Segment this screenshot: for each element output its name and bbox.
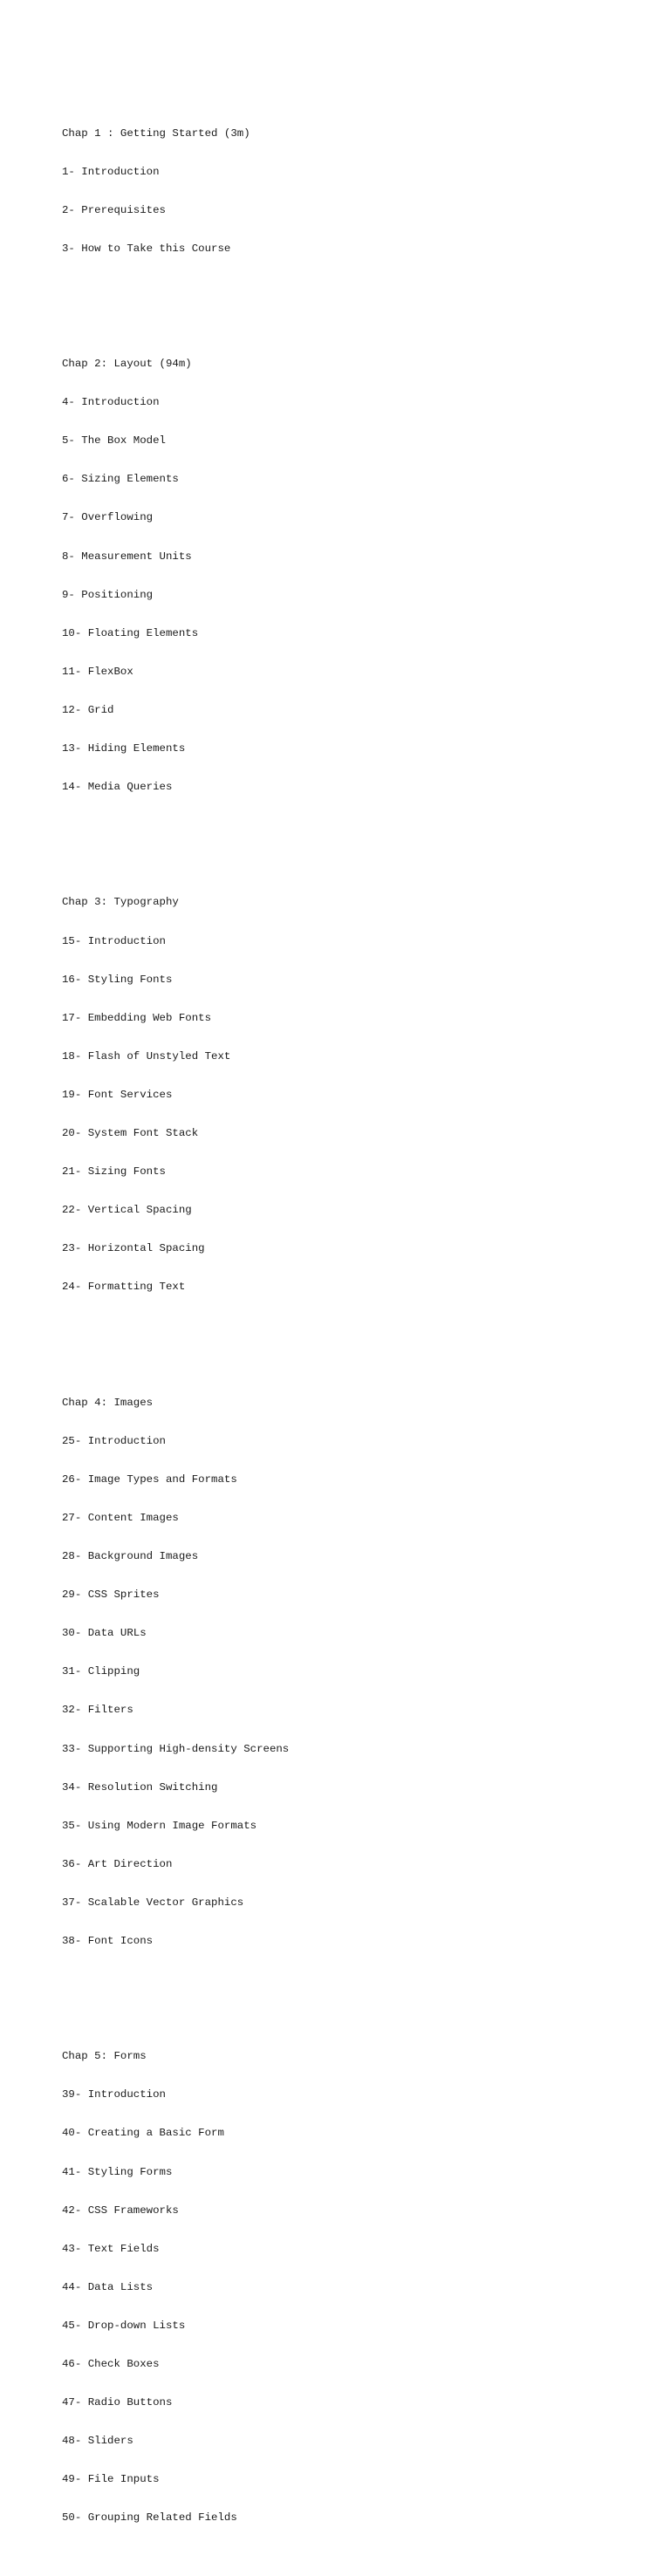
lesson-item: 44- Data Lists <box>62 2280 154 2293</box>
lesson-item: 25- Introduction <box>62 1434 166 1447</box>
lesson-item: 30- Data URLs <box>62 1627 147 1640</box>
chapter-2 <box>62 332 289 820</box>
lesson-item: 26- Image Types and Formats <box>62 1472 237 1486</box>
lesson-item: 31- Clipping <box>62 1665 140 1678</box>
lesson-item: 2- Prerequisites <box>62 203 166 216</box>
chapter-title: Chap 4: Images <box>62 1396 154 1409</box>
lesson-item: 10- Floating Elements <box>62 626 199 639</box>
lesson-item: 24- Formatting Text <box>62 1281 186 1294</box>
lesson-item: 17- Embedding Web Fonts <box>62 1011 212 1024</box>
lesson-item: 38- Font Icons <box>62 1934 154 1947</box>
lesson-item: 22- Vertical Spacing <box>62 1204 192 1217</box>
lesson-item: 39- Introduction <box>62 2088 166 2101</box>
lesson-item: 15- Introduction <box>62 934 166 947</box>
lesson-item: 45- Drop-down Lists <box>62 2319 186 2332</box>
lesson-item: 29- CSS Sprites <box>62 1589 160 1602</box>
lesson-item: 19- Font Services <box>62 1088 173 1101</box>
chapter-title: Chap 5: Forms <box>62 2050 147 2063</box>
lesson-item: 6- Sizing Elements <box>62 473 179 486</box>
lesson-item: 42- CSS Frameworks <box>62 2204 179 2217</box>
lesson-item: 48- Sliders <box>62 2435 133 2448</box>
lesson-item: 7- Overflowing <box>62 511 154 524</box>
lesson-item: 35- Using Modern Image Formats <box>62 1819 257 1832</box>
lesson-item: 43- Text Fields <box>62 2242 160 2255</box>
chapter-1 <box>62 101 289 281</box>
course-outline <box>62 63 289 2576</box>
lesson-item: 16- Styling Fonts <box>62 973 173 986</box>
lesson-item: 9- Positioning <box>62 588 154 601</box>
chapter-title: Chap 1 : Getting Started (3m) <box>62 126 250 140</box>
lesson-item: 33- Supporting High-density Screens <box>62 1742 290 1755</box>
lesson-item: 34- Resolution Switching <box>62 1780 218 1794</box>
chapter-title: Chap 3: Typography <box>62 896 179 909</box>
lesson-item: 27- Content Images <box>62 1511 179 1524</box>
lesson-item: 41- Styling Forms <box>62 2165 173 2178</box>
lesson-item: 50- Grouping Related Fields <box>62 2511 237 2525</box>
lesson-item: 32- Filters <box>62 1704 133 1717</box>
chapter-5 <box>62 2025 289 2551</box>
lesson-item: 18- Flash of Unstyled Text <box>62 1049 231 1063</box>
lesson-item: 46- Check Boxes <box>62 2358 160 2371</box>
lesson-item: 40- Creating a Basic Form <box>62 2127 224 2140</box>
lesson-item: 4- Introduction <box>62 396 160 409</box>
lesson-item: 3- How to Take this Course <box>62 242 231 255</box>
lesson-item: 5- The Box Model <box>62 434 166 448</box>
lesson-item: 14- Media Queries <box>62 781 173 794</box>
lesson-item: 23- Horizontal Spacing <box>62 1242 205 1255</box>
lesson-item: 8- Measurement Units <box>62 550 192 563</box>
lesson-item: 1- Introduction <box>62 165 160 178</box>
lesson-item: 13- Hiding Elements <box>62 742 186 755</box>
lesson-item: 11- FlexBox <box>62 665 133 678</box>
chapter-4 <box>62 1370 289 1973</box>
lesson-item: 21- Sizing Fonts <box>62 1165 166 1179</box>
lesson-item: 20- System Font Stack <box>62 1126 199 1139</box>
chapter-title: Chap 2: Layout (94m) <box>62 358 192 371</box>
lesson-item: 47- Radio Buttons <box>62 2396 173 2409</box>
lesson-item: 12- Grid <box>62 703 114 716</box>
chapter-3 <box>62 871 289 1319</box>
lesson-item: 28- Background Images <box>62 1550 199 1563</box>
lesson-item: 36- Art Direction <box>62 1857 173 1870</box>
lesson-item: 37- Scalable Vector Graphics <box>62 1896 244 1909</box>
lesson-item: 49- File Inputs <box>62 2473 160 2486</box>
